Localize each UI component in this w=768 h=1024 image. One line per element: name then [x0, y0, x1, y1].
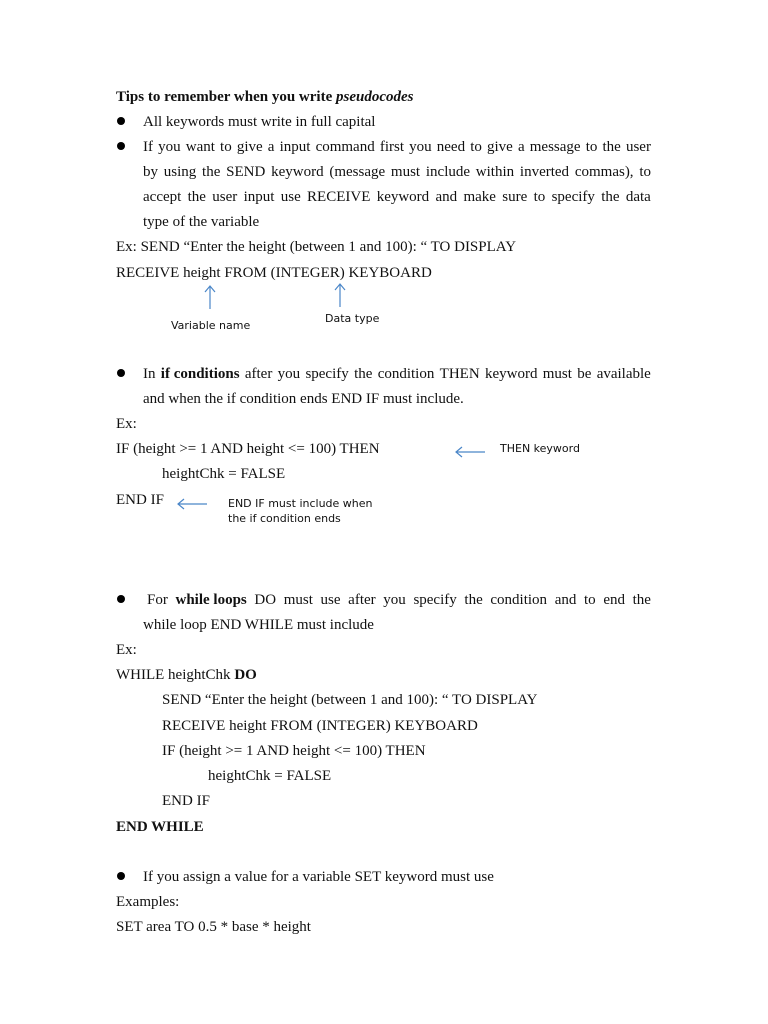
- word: to: [639, 164, 651, 180]
- tip-if-line-1: [143, 365, 651, 383]
- annotation-endif-line-2: the if condition ends: [228, 512, 341, 525]
- word: a: [517, 139, 525, 155]
- word: and: [435, 189, 458, 205]
- heading-emphasis: pseudocodes: [335, 89, 414, 105]
- annotation-data-type: Data type: [325, 312, 380, 325]
- word: you: [383, 592, 406, 608]
- example-send: Ex: SEND “Enter the height (between 1 and 100): “ TO DISPLAY: [116, 239, 517, 255]
- word: you: [277, 366, 301, 382]
- heading-text: Tips to remember when you write: [116, 89, 336, 105]
- word: specify: [551, 189, 595, 205]
- example-label: Ex:: [116, 642, 137, 658]
- code-endif: END IF: [162, 793, 210, 809]
- word: the: [601, 189, 620, 205]
- arrow-left-icon: [176, 497, 208, 511]
- word: if conditions: [160, 366, 240, 382]
- word: available: [596, 366, 651, 382]
- word: keyword: [376, 189, 430, 205]
- word: For: [147, 592, 168, 608]
- tip-keywords-capital: All keywords must write in full capital: [143, 114, 376, 130]
- word: to: [585, 139, 598, 155]
- tip-input-line-4: type of the variable: [143, 214, 260, 230]
- word: the: [632, 592, 651, 608]
- example-label: Ex:: [116, 416, 137, 432]
- word: SEND: [226, 164, 266, 180]
- word: want: [185, 139, 215, 155]
- tip-input-line-3: [143, 188, 651, 206]
- bullet-icon: [117, 369, 125, 377]
- word: condition: [377, 366, 435, 382]
- word: user: [212, 189, 238, 205]
- word: RECEIVE: [307, 189, 371, 205]
- word: If: [143, 139, 153, 155]
- word: the: [464, 592, 483, 608]
- word: must: [283, 592, 313, 608]
- word: the: [187, 189, 206, 205]
- annotation-then-keyword: THEN keyword: [500, 442, 580, 455]
- word: you: [409, 139, 432, 155]
- code-assign: heightChk = FALSE: [208, 768, 332, 784]
- word: first: [379, 139, 405, 155]
- word: message: [529, 139, 581, 155]
- word: DO: [254, 592, 277, 608]
- word: sure: [502, 189, 528, 205]
- annotation-variable-name: Variable name: [171, 319, 251, 332]
- page-heading: [116, 88, 413, 106]
- word: the: [202, 164, 221, 180]
- code-if: IF (height >= 1 AND height <= 100) THEN: [116, 441, 380, 457]
- word: give: [236, 139, 263, 155]
- code-while: [116, 666, 257, 684]
- word: the: [602, 139, 621, 155]
- word: specify: [413, 592, 457, 608]
- code-while-text: WHILE heightChk: [116, 667, 235, 683]
- word: to: [584, 592, 596, 608]
- word: specify: [305, 366, 349, 382]
- bullet-icon: [117, 872, 125, 880]
- word: you: [158, 139, 181, 155]
- word: inverted: [519, 164, 570, 180]
- code-endwhile: END WHILE: [116, 819, 204, 835]
- word: to: [470, 139, 482, 155]
- word: keyword: [484, 366, 538, 382]
- tip-input-line-2: [143, 163, 651, 181]
- word: a: [267, 139, 275, 155]
- word: (message: [329, 164, 386, 180]
- word: using: [163, 164, 197, 180]
- bullet-icon: [117, 142, 125, 150]
- annotation-endif-line-1: END IF must include when: [228, 497, 373, 510]
- word: by: [143, 164, 158, 180]
- word: input: [243, 189, 275, 205]
- word: include: [425, 164, 471, 180]
- word: THEN: [439, 366, 480, 382]
- arrow-up-icon: [203, 284, 217, 310]
- code-assign: heightChk = FALSE: [162, 466, 286, 482]
- tip-while-line-2: while loop END WHILE must include: [143, 617, 374, 633]
- word: commas),: [574, 164, 634, 180]
- word: must: [390, 164, 421, 180]
- example-set: SET area TO 0.5 * base * height: [116, 919, 311, 935]
- example-receive: RECEIVE height FROM (INTEGER) KEYBOARD: [116, 265, 432, 281]
- word: within: [475, 164, 515, 180]
- word: In: [143, 366, 156, 382]
- word: to: [220, 139, 232, 155]
- word: accept: [143, 189, 182, 205]
- word: must: [542, 366, 572, 382]
- code-endif: END IF: [116, 492, 164, 508]
- word: make: [463, 189, 496, 205]
- tip-while-line-1: [147, 591, 651, 609]
- word: input: [279, 139, 311, 155]
- word: after: [348, 592, 376, 608]
- word: command: [315, 139, 375, 155]
- word: user: [625, 139, 651, 155]
- word: the: [354, 366, 373, 382]
- word: to: [533, 189, 546, 205]
- word: use: [280, 189, 301, 205]
- word: need: [436, 139, 466, 155]
- tip-set-keyword: If you assign a value for a variable SET keyword must use: [143, 869, 494, 885]
- word: while loops: [175, 592, 247, 608]
- word: after: [244, 366, 273, 382]
- word: keyword: [271, 164, 324, 180]
- code-send: SEND “Enter the height (between 1 and 100): “ TO DISPLAY: [162, 692, 538, 708]
- examples-label: Examples:: [116, 894, 180, 910]
- code-while-do: DO: [234, 667, 257, 683]
- bullet-icon: [117, 595, 125, 603]
- word: use: [320, 592, 341, 608]
- code-receive: RECEIVE height FROM (INTEGER) KEYBOARD: [162, 718, 478, 734]
- word: end: [603, 592, 625, 608]
- bullet-icon: [117, 117, 125, 125]
- word: data: [625, 189, 651, 205]
- code-if: IF (height >= 1 AND height <= 100) THEN: [162, 743, 426, 759]
- word: be: [577, 366, 592, 382]
- arrow-up-icon: [333, 282, 347, 308]
- tip-if-line-2: and when the if condition ends END IF must include.: [143, 391, 464, 407]
- word: and: [554, 592, 577, 608]
- word: give: [487, 139, 513, 155]
- word: condition: [490, 592, 548, 608]
- tip-input-line-1: [143, 138, 651, 156]
- arrow-left-icon: [454, 445, 486, 459]
